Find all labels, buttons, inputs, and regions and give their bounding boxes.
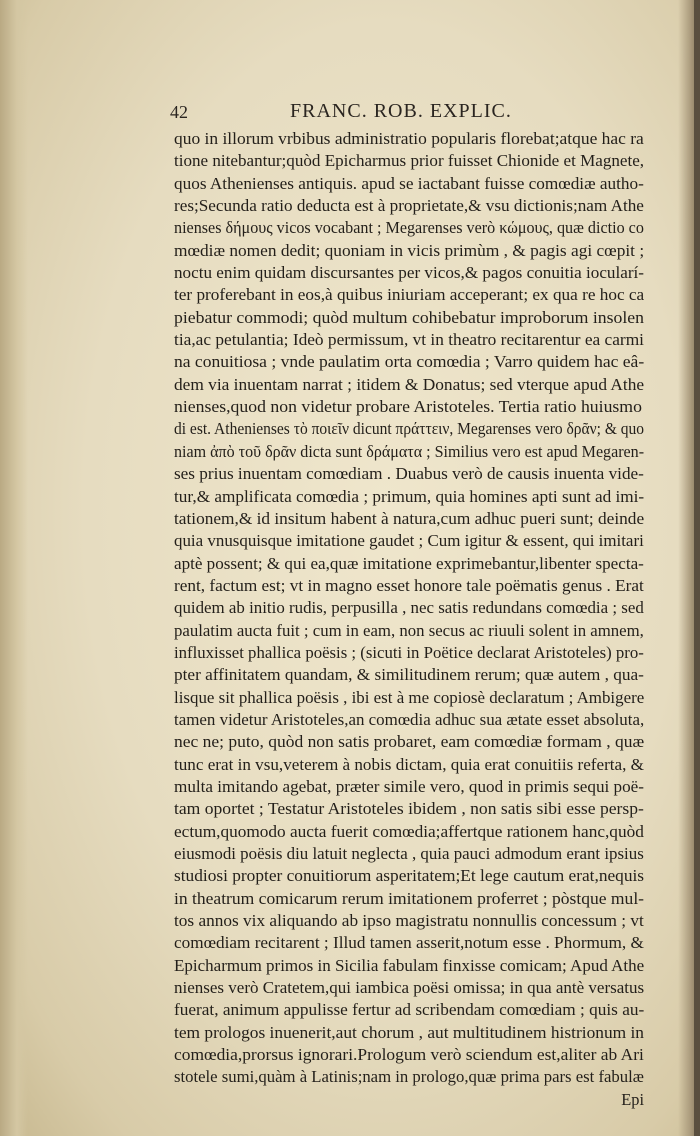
- text-line: nec ne; puto, quòd non satis probaret, eam comœdiæ formam , quæ: [174, 732, 645, 752]
- text-line: quos Athenienses antiquis. apud se iactabant fuisse comœdiæ autho-: [174, 173, 644, 193]
- text-line: comœdiam recitarent ; Illud tamen asserit,notum esse . Phormum, &: [174, 933, 644, 953]
- text-line: mœdiæ nomen dedit; quoniam in vicis primùm , & pagis agi cœpit ;: [174, 240, 645, 260]
- text-line: tione nitebantur;quòd Epicharmus prior fuisset Chionide et Magnete,: [174, 151, 645, 171]
- text-line: in theatrum comicarum rerum imitationem proferret ; pòstque mul-: [174, 888, 645, 908]
- page-gutter-shadow: [0, 0, 28, 1136]
- running-head: FRANC. ROB. EXPLIC.: [290, 100, 512, 122]
- text-line: quia vnusquisque imitatione gaudet ; Cum igitur & essent, qui imitari: [174, 531, 644, 551]
- text-line: aptè possent; & qui ea,quæ imitatione exprimebantur,libenter specta-: [174, 553, 644, 573]
- text-line: tem prologos inuenerit,aut chorum , aut multitudinem histrionum in: [174, 1022, 645, 1042]
- text-line: ter proferebant in eos,à quibus iniuriam acceperant; ex qua re hoc ca: [174, 285, 645, 305]
- text-line: nienses,quod non videtur probare Aristoteles. Tertia ratio huiusmo: [174, 397, 642, 417]
- text-line: Epicharmum primos in Sicilia fabulam finxisse comicam; Apud Athe: [174, 955, 645, 975]
- body-text: [174, 128, 644, 1111]
- page-binding-edge: [694, 0, 700, 1136]
- text-line: tationem,& id insitum habent à natura,cum adhuc pueri sunt; deinde: [174, 508, 645, 528]
- text-line: comœdia,prorsus ignorari.Prologum verò sciendum est,aliter ab Ari: [174, 1045, 644, 1065]
- text-line: rent, factum est; vt in magno esset honore tale poëmatis genus . Erat: [174, 575, 644, 595]
- text-line: studiosi propter conuitiorum asperitatem;Et lege cautum erat,nequis: [174, 866, 645, 886]
- page-header: [170, 100, 650, 130]
- text-line: na conuitiosa ; vnde paulatim orta comœdia ; Varro quidem hac eâ-: [174, 352, 645, 372]
- text-line: multa imitando agebat, præter simile vero, quod in primis sequi poë-: [174, 776, 644, 796]
- text-line: ectum,quomodo aucta fuerit comœdia;affertque rationem hanc,quòd: [174, 821, 644, 841]
- text-line: ses prius inuentam comœdiam . Duabus verò de causis inuenta vide-: [174, 464, 644, 484]
- text-line: niam ἀπὸ τοῦ δρᾶν dicta sunt δράματα ; Similius vero est apud Megaren-: [174, 441, 645, 461]
- text-line: tia,ac petulantia; Ideò permissum, vt in theatro recitarentur ea carmi: [174, 330, 644, 350]
- text-line: fuerat, animum appulisse fertur ad scribendam comœdiam ; quis au-: [174, 1000, 645, 1020]
- text-line: tur,& amplificata comœdia ; primum, quia homines apti sunt ad imi-: [174, 486, 645, 506]
- text-line: piebatur commodi; quòd multum cohibebatur improborum insolen: [174, 307, 645, 327]
- text-line: nienses δήμους vicos vocabant ; Megarenses verò κώμους, quæ dictio co: [174, 218, 644, 238]
- text-line: paulatim aucta fuit ; cum in eam, non secus ac riuuli solent in amnem,: [174, 620, 644, 640]
- text-line: quo in illorum vrbibus administratio popularis florebat;atque hac ra: [174, 129, 644, 148]
- text-line: tam oportet ; Testatur Aristoteles ibidem , non satis sibi esse persp-: [174, 799, 644, 819]
- text-line: dem via inuentam narrat ; itidem & Donatus; sed vterque apud Athe: [174, 374, 645, 394]
- catchword: Epi: [621, 1089, 644, 1109]
- text-line: stotele sumi,quàm à Latinis;nam in prologo,quæ prima pars est fabulæ: [174, 1067, 644, 1087]
- text-line: res;Secunda ratio deducta est à proprietate,& vsu dictionis;nam Athe: [174, 196, 644, 216]
- text-line: lisque sit phallica poësis , ibi est à me copiosè declaratum ; Ambigere: [174, 687, 645, 707]
- text-line: tunc erat in vsu,veterem à nobis dictam, quia erat conuitiis referta, &: [174, 754, 644, 774]
- text-line: di est. Athenienses τὸ ποιεῖν dicunt πράττειν, Megarenses vero δρᾶν; & quo: [174, 419, 645, 439]
- text-line: pter affinitatem quandam, & similitudinem rerum; quæ autem , qua-: [174, 665, 644, 685]
- page-number: 42: [170, 102, 188, 122]
- text-line: eiusmodi poësis diu latuit neglecta , quia pauci admodum erant ipsius: [174, 844, 644, 863]
- text-line: tos annos vix aliquando ab ipso magistratu nonnullis concessum ; vt: [174, 911, 644, 931]
- text-line: influxisset phallica poësis ; (sicuti in Poëtice declarat Aristoteles) pro-: [174, 642, 644, 662]
- text-line: quidem ab initio rudis, perpusilla , nec satis redundans comœdia ; sed: [174, 598, 644, 618]
- text-line: noctu enim quidam discursantes per vicos,& pagos conuitia iocularí-: [174, 263, 644, 283]
- text-line: tamen videtur Aristoteles,an comœdia adhuc sua ætate esset absoluta,: [174, 709, 645, 729]
- text-line: nienses verò Cratetem,qui iambica poësi omissa; in qua antè versatus: [174, 978, 645, 998]
